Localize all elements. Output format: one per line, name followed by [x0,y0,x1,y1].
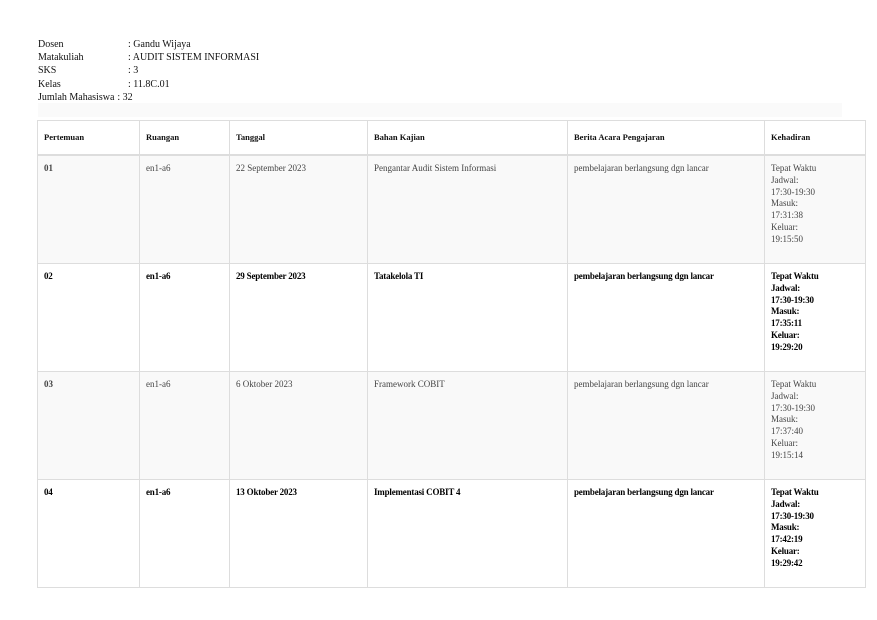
cell-tanggal: 22 September 2023 [230,155,368,264]
kehadiran-masuk: 17:42:19 [771,534,803,545]
header-bahan-kajian: Bahan Kajian [368,121,568,156]
jumlah-value: : 32 [117,91,133,103]
kehadiran-masuk-label: Masuk: [771,306,800,317]
kehadiran-masuk-label: Masuk: [771,198,798,209]
header-berita-acara: Berita Acara Pengajaran [568,121,765,156]
header-tanggal: Tanggal [230,121,368,156]
dosen-label: Dosen [38,39,64,50]
cell-kehadiran [765,155,866,264]
divider-band [38,103,842,117]
kehadiran-jadwal-label: Jadwal: [771,498,801,509]
cell-bahan-kajian: Tatakelola TI [368,264,568,372]
dosen-value: : Gandu Wijaya [128,39,191,50]
kehadiran-masuk-label: Masuk: [771,414,798,425]
cell-tanggal: 6 Oktober 2023 [230,372,368,480]
info-matakuliah [38,51,259,64]
cell-bahan-kajian: Pengantar Audit Sistem Informasi [368,155,568,264]
cell-pertemuan: 04 [38,480,140,588]
cell-ruangan: en1-a6 [140,480,230,588]
kehadiran-jadwal: 17:30-19:30 [771,186,815,197]
kehadiran-keluar: 19:29:20 [771,341,803,352]
cell-berita-acara: pembelajaran berlangsung dgn lancar [568,264,765,372]
kehadiran-keluar-label: Keluar: [771,545,800,556]
attendance-table [37,120,866,588]
cell-pertemuan: 03 [38,372,140,480]
header-kehadiran: Kehadiran [765,121,866,156]
cell-ruangan: en1-a6 [140,264,230,372]
kehadiran-masuk-label: Masuk: [771,522,800,533]
kehadiran-keluar: 19:15:14 [771,449,804,460]
kehadiran-jadwal-label: Jadwal: [771,390,799,401]
info-sks [38,64,259,77]
kehadiran-masuk: 17:31:38 [771,210,804,221]
kelas-label: Kelas [38,78,61,90]
table-row [38,480,866,588]
info-dosen [38,38,259,51]
table-row [38,372,866,480]
sks-label: SKS [38,65,57,77]
kehadiran-keluar-label: Keluar: [771,329,800,340]
info-kelas [38,78,259,91]
table-row [38,155,866,264]
kehadiran-keluar-label: Keluar: [771,437,798,448]
kehadiran-status: Tepat Waktu [771,163,817,173]
kehadiran-jadwal: 17:30-19:30 [771,402,815,413]
kehadiran-jadwal: 17:30-19:30 [771,294,814,305]
cell-pertemuan: 01 [38,155,140,264]
header-pertemuan: Pertemuan [38,121,140,156]
cell-berita-acara: pembelajaran berlangsung dgn lancar [568,480,765,588]
kehadiran-jadwal: 17:30-19:30 [771,510,814,521]
kehadiran-status: Tepat Waktu [771,271,819,281]
cell-bahan-kajian: Framework COBIT [368,372,568,480]
kehadiran-keluar-label: Keluar: [771,221,798,232]
header-ruangan: Ruangan [140,121,230,156]
kehadiran-jadwal-label: Jadwal: [771,282,801,293]
cell-kehadiran [765,480,866,588]
matakuliah-value: : AUDIT SISTEM INFORMASI [128,52,260,64]
kehadiran-masuk: 17:37:40 [771,426,804,437]
cell-ruangan: en1-a6 [140,155,230,264]
matakuliah-label: Matakuliah [38,52,84,64]
kehadiran-jadwal-label: Jadwal: [771,174,799,185]
cell-kehadiran [765,264,866,372]
cell-ruangan: en1-a6 [140,372,230,480]
kehadiran-status: Tepat Waktu [771,487,819,497]
kehadiran-keluar: 19:15:50 [771,233,804,244]
cell-berita-acara: pembelajaran berlangsung dgn lancar [568,372,765,480]
cell-kehadiran [765,372,866,480]
sks-value: : 3 [128,65,139,77]
cell-tanggal: 29 September 2023 [230,264,368,372]
table-header-row [38,121,866,156]
kehadiran-masuk: 17:35:11 [771,318,802,329]
cell-bahan-kajian: Implementasi COBIT 4 [368,480,568,588]
kehadiran-status: Tepat Waktu [771,379,817,389]
cell-pertemuan: 02 [38,264,140,372]
table-row [38,264,866,372]
kelas-value: : 11.8C.01 [128,78,170,90]
course-info [38,38,259,104]
cell-tanggal: 13 Oktober 2023 [230,480,368,588]
cell-berita-acara: pembelajaran berlangsung dgn lancar [568,155,765,264]
jumlah-label: Jumlah Mahasiswa [38,91,115,103]
kehadiran-keluar: 19:29:42 [771,557,803,568]
